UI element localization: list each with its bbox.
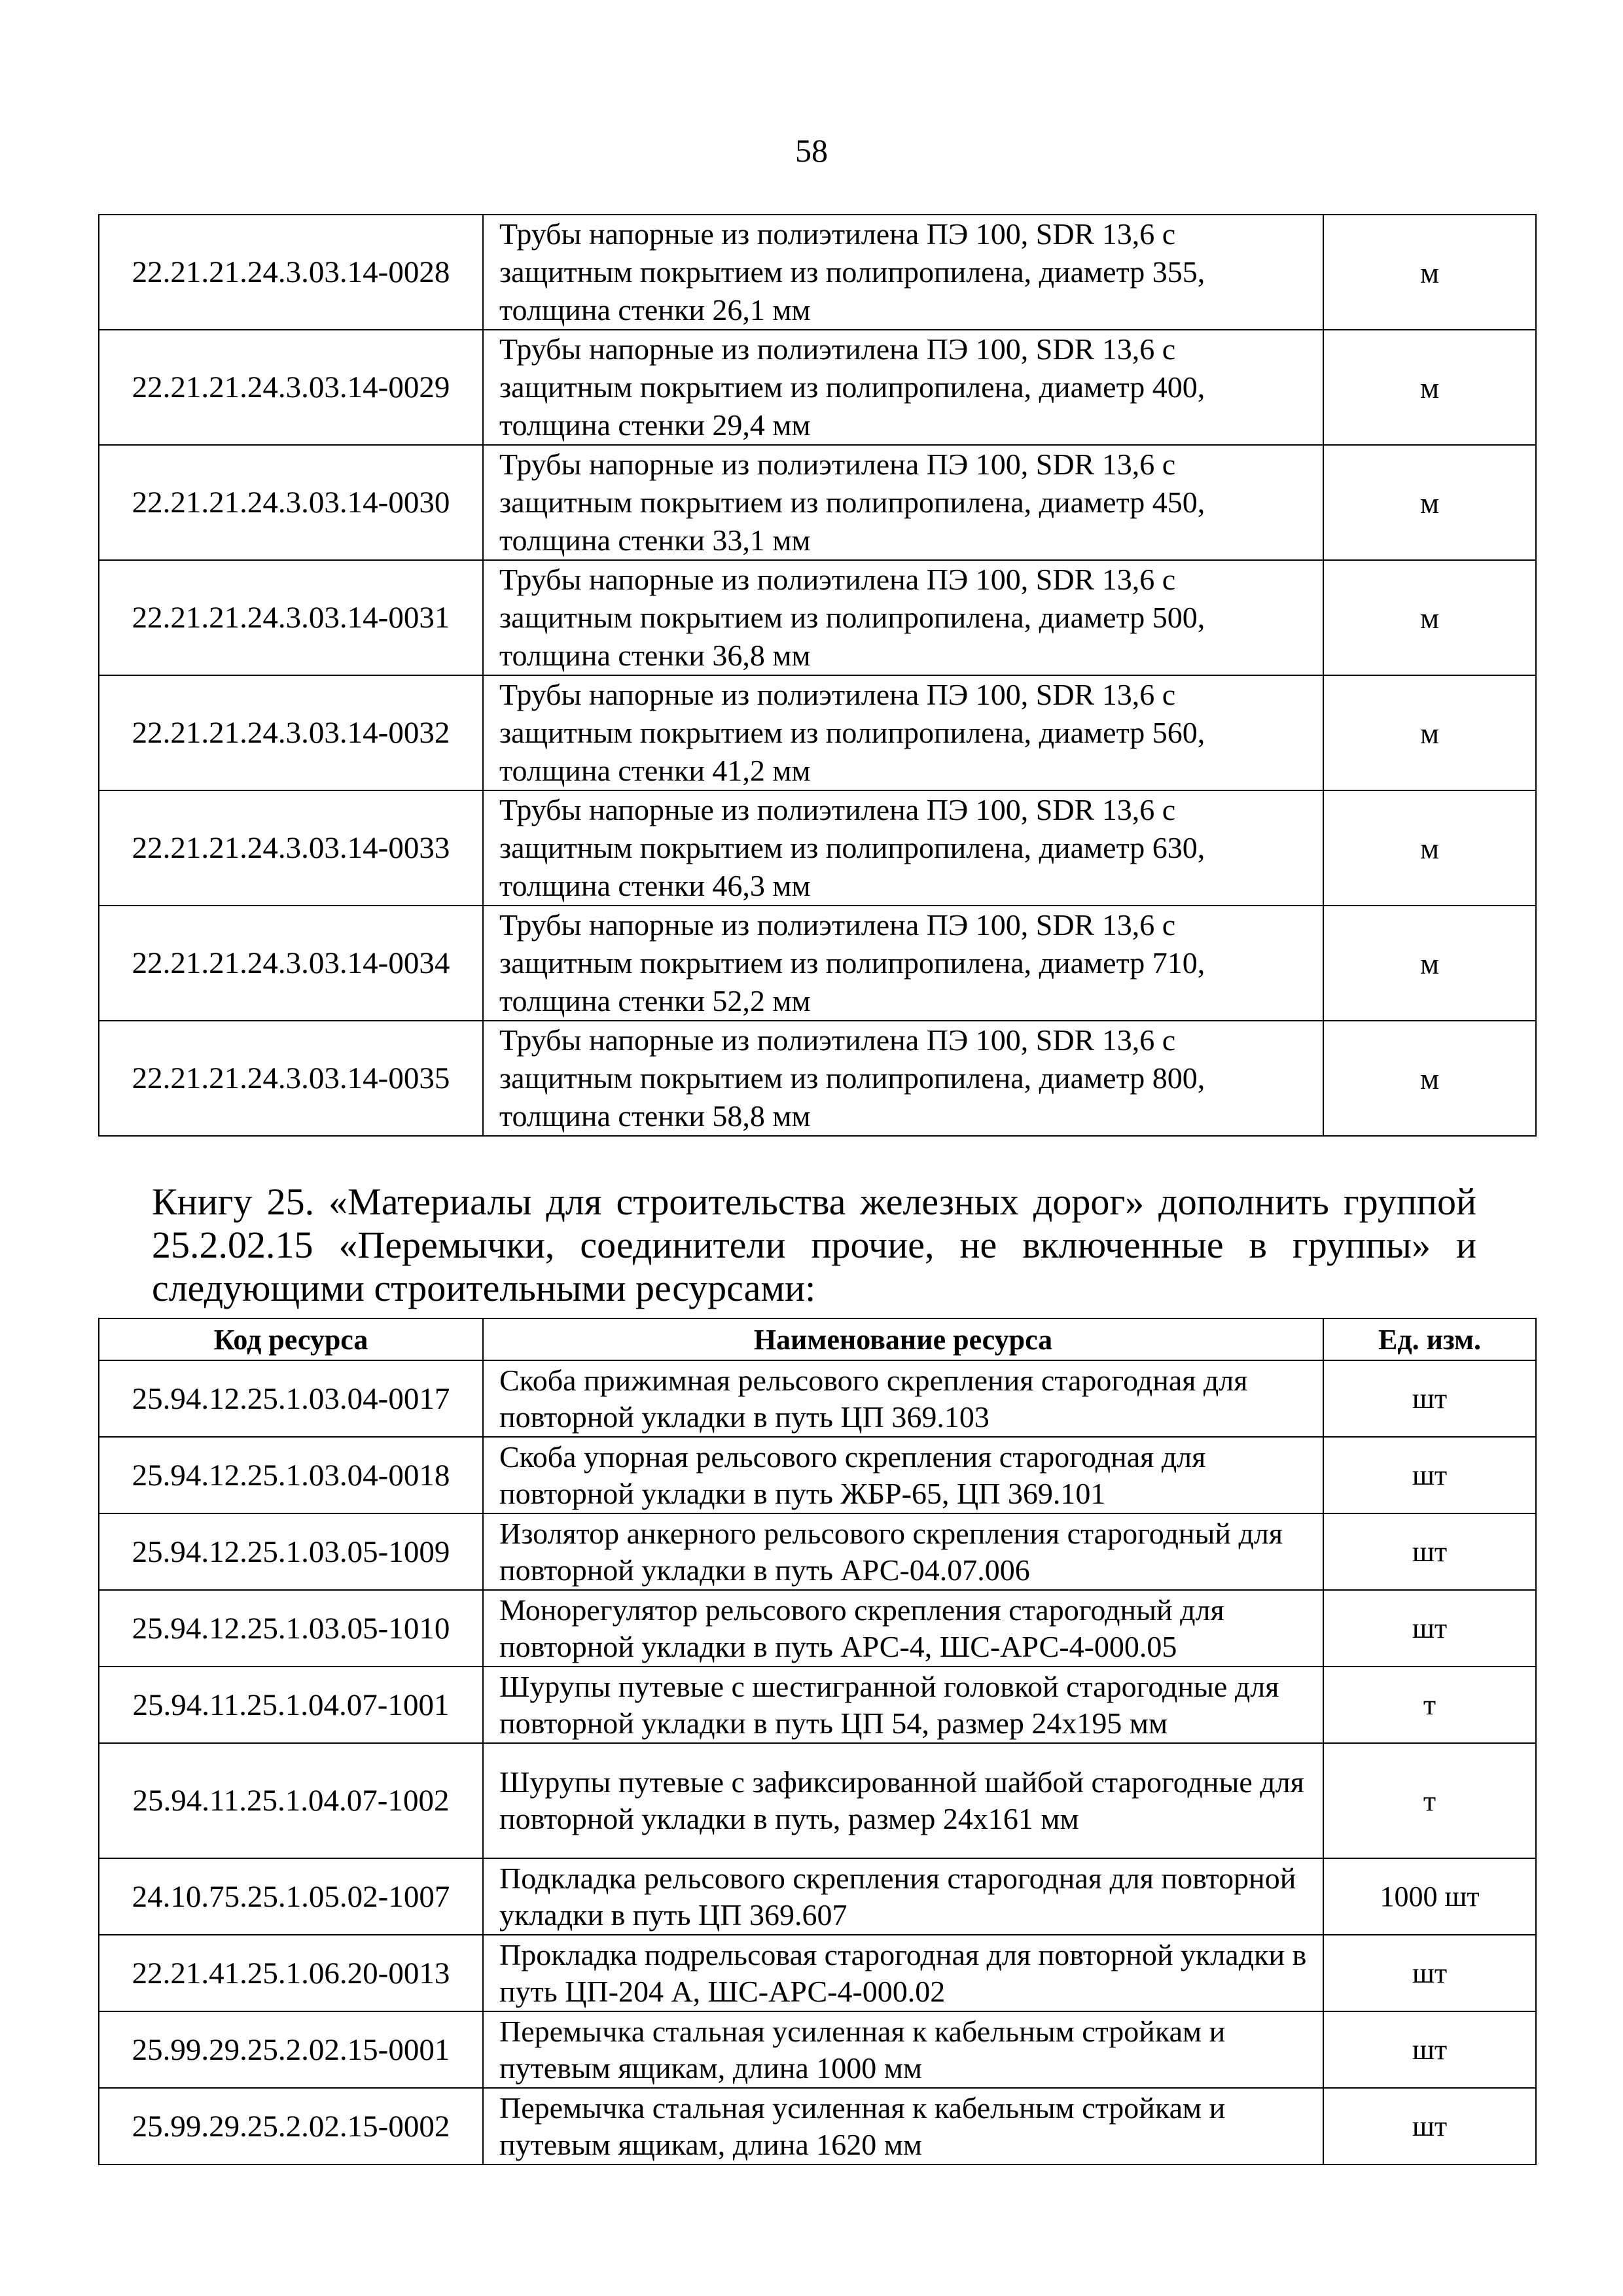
resource-name: Монорегулятор рельсового скрепления старогодный для повторной укладки в путь АРС-4, ШС-АРС-4-000.05	[483, 1590, 1323, 1667]
resource-name: Трубы напорные из полиэтилена ПЭ 100, SDR 13,6 с защитным покрытием из полипропилена, диаметр 500, толщина стенки 36,8 мм	[483, 560, 1323, 675]
table-row	[99, 1743, 1536, 1858]
book-25-paragraph: Книгу 25. «Материалы для строительства железных дорог» дополнить группой 25.2.02.15 «Перемычки, соединители прочие, не включенные в группы» и следующими строительными ресурсами:	[152, 1180, 1476, 1309]
resource-unit: т	[1323, 1667, 1536, 1743]
header-unit: Ед. изм.	[1323, 1318, 1536, 1360]
resource-code: 24.10.75.25.1.05.02-1007	[99, 1858, 483, 1935]
table-row	[99, 1437, 1536, 1513]
table-row	[99, 1935, 1536, 2011]
resource-name: Шурупы путевые с зафиксированной шайбой старогодные для повторной укладки в путь, размер 24х161 мм	[483, 1743, 1323, 1858]
resource-name: Трубы напорные из полиэтилена ПЭ 100, SDR 13,6 с защитным покрытием из полипропилена, диаметр 450, толщина стенки 33,1 мм	[483, 445, 1323, 560]
resources-table-header	[99, 1318, 1536, 1360]
table-row	[99, 215, 1536, 330]
resource-unit: м	[1323, 445, 1536, 560]
resource-unit: шт	[1323, 1437, 1536, 1513]
page-number: 58	[795, 132, 828, 169]
resource-code: 22.21.21.24.3.03.14-0030	[99, 445, 483, 560]
table-row	[99, 906, 1536, 1021]
resource-code: 22.21.21.24.3.03.14-0035	[99, 1021, 483, 1136]
resource-code: 25.94.12.25.1.03.04-0017	[99, 1360, 483, 1437]
resource-unit: шт	[1323, 1935, 1536, 2011]
resource-unit: м	[1323, 1021, 1536, 1136]
table-row	[99, 330, 1536, 445]
resource-unit: м	[1323, 330, 1536, 445]
resource-unit: м	[1323, 215, 1536, 330]
resource-name: Трубы напорные из полиэтилена ПЭ 100, SDR 13,6 с защитным покрытием из полипропилена, диаметр 560, толщина стенки 41,2 мм	[483, 675, 1323, 790]
resource-name: Трубы напорные из полиэтилена ПЭ 100, SDR 13,6 с защитным покрытием из полипропилена, диаметр 800, толщина стенки 58,8 мм	[483, 1021, 1323, 1136]
resource-unit: м	[1323, 560, 1536, 675]
resource-code: 25.94.11.25.1.04.07-1001	[99, 1667, 483, 1743]
table-row	[99, 675, 1536, 790]
resource-unit: м	[1323, 675, 1536, 790]
resource-name: Трубы напорные из полиэтилена ПЭ 100, SDR 13,6 с защитным покрытием из полипропилена, диаметр 355, толщина стенки 26,1 мм	[483, 215, 1323, 330]
resource-name: Скоба упорная рельсового скрепления старогодная для повторной укладки в путь ЖБР-65, ЦП 369.101	[483, 1437, 1323, 1513]
resource-unit: шт	[1323, 2088, 1536, 2164]
resource-unit: 1000 шт	[1323, 1858, 1536, 1935]
table-row	[99, 1360, 1536, 1437]
resource-code: 22.21.21.24.3.03.14-0033	[99, 790, 483, 906]
header-name: Наименование ресурса	[483, 1318, 1323, 1360]
pipes-table	[98, 214, 1537, 1137]
resource-unit: м	[1323, 790, 1536, 906]
resource-code: 25.94.12.25.1.03.04-0018	[99, 1437, 483, 1513]
table-row	[99, 1513, 1536, 1590]
resource-name: Трубы напорные из полиэтилена ПЭ 100, SDR 13,6 с защитным покрытием из полипропилена, диаметр 630, толщина стенки 46,3 мм	[483, 790, 1323, 906]
resource-name: Трубы напорные из полиэтилена ПЭ 100, SDR 13,6 с защитным покрытием из полипропилена, диаметр 710, толщина стенки 52,2 мм	[483, 906, 1323, 1021]
table-row	[99, 790, 1536, 906]
resource-name: Перемычка стальная усиленная к кабельным стройкам и путевым ящикам, длина 1000 мм	[483, 2011, 1323, 2088]
resource-code: 25.99.29.25.2.02.15-0002	[99, 2088, 483, 2164]
table-row	[99, 560, 1536, 675]
resource-name: Подкладка рельсового скрепления старогодная для повторной укладки в путь ЦП 369.607	[483, 1858, 1323, 1935]
resource-name: Изолятор анкерного рельсового скрепления старогодный для повторной укладки в путь АРС-04.07.006	[483, 1513, 1323, 1590]
table-row	[99, 445, 1536, 560]
resource-code: 22.21.21.24.3.03.14-0032	[99, 675, 483, 790]
resource-code: 25.94.12.25.1.03.05-1010	[99, 1590, 483, 1667]
resource-name: Скоба прижимная рельсового скрепления старогодная для повторной укладки в путь ЦП 369.103	[483, 1360, 1323, 1437]
resource-unit: шт	[1323, 1590, 1536, 1667]
resource-name: Прокладка подрельсовая старогодная для повторной укладки в путь ЦП-204 А, ШС-АРС-4-000.02	[483, 1935, 1323, 2011]
resource-code: 25.94.11.25.1.04.07-1002	[99, 1743, 483, 1858]
resource-code: 22.21.21.24.3.03.14-0031	[99, 560, 483, 675]
pipes-table-body	[99, 215, 1536, 1136]
resource-name: Трубы напорные из полиэтилена ПЭ 100, SDR 13,6 с защитным покрытием из полипропилена, диаметр 400, толщина стенки 29,4 мм	[483, 330, 1323, 445]
table-row	[99, 2088, 1536, 2164]
resource-unit: шт	[1323, 1513, 1536, 1590]
table-row	[99, 1021, 1536, 1136]
resource-unit: шт	[1323, 1360, 1536, 1437]
resource-code: 25.99.29.25.2.02.15-0001	[99, 2011, 483, 2088]
table-row	[99, 2011, 1536, 2088]
resource-name: Шурупы путевые с шестигранной головкой старогодные для повторной укладки в путь ЦП 54, размер 24х195 мм	[483, 1667, 1323, 1743]
resource-unit: м	[1323, 906, 1536, 1021]
table-row	[99, 1667, 1536, 1743]
resource-code: 22.21.21.24.3.03.14-0028	[99, 215, 483, 330]
resource-unit: шт	[1323, 2011, 1536, 2088]
header-code: Код ресурса	[99, 1318, 483, 1360]
resources-table-body	[99, 1360, 1536, 2164]
resources-table	[98, 1318, 1537, 2165]
resource-code: 22.21.21.24.3.03.14-0029	[99, 330, 483, 445]
resource-name: Перемычка стальная усиленная к кабельным стройкам и путевым ящикам, длина 1620 мм	[483, 2088, 1323, 2164]
resource-code: 22.21.21.24.3.03.14-0034	[99, 906, 483, 1021]
resource-code: 25.94.12.25.1.03.05-1009	[99, 1513, 483, 1590]
resource-code: 22.21.41.25.1.06.20-0013	[99, 1935, 483, 2011]
resource-unit: т	[1323, 1743, 1536, 1858]
table-row	[99, 1858, 1536, 1935]
table-row	[99, 1590, 1536, 1667]
